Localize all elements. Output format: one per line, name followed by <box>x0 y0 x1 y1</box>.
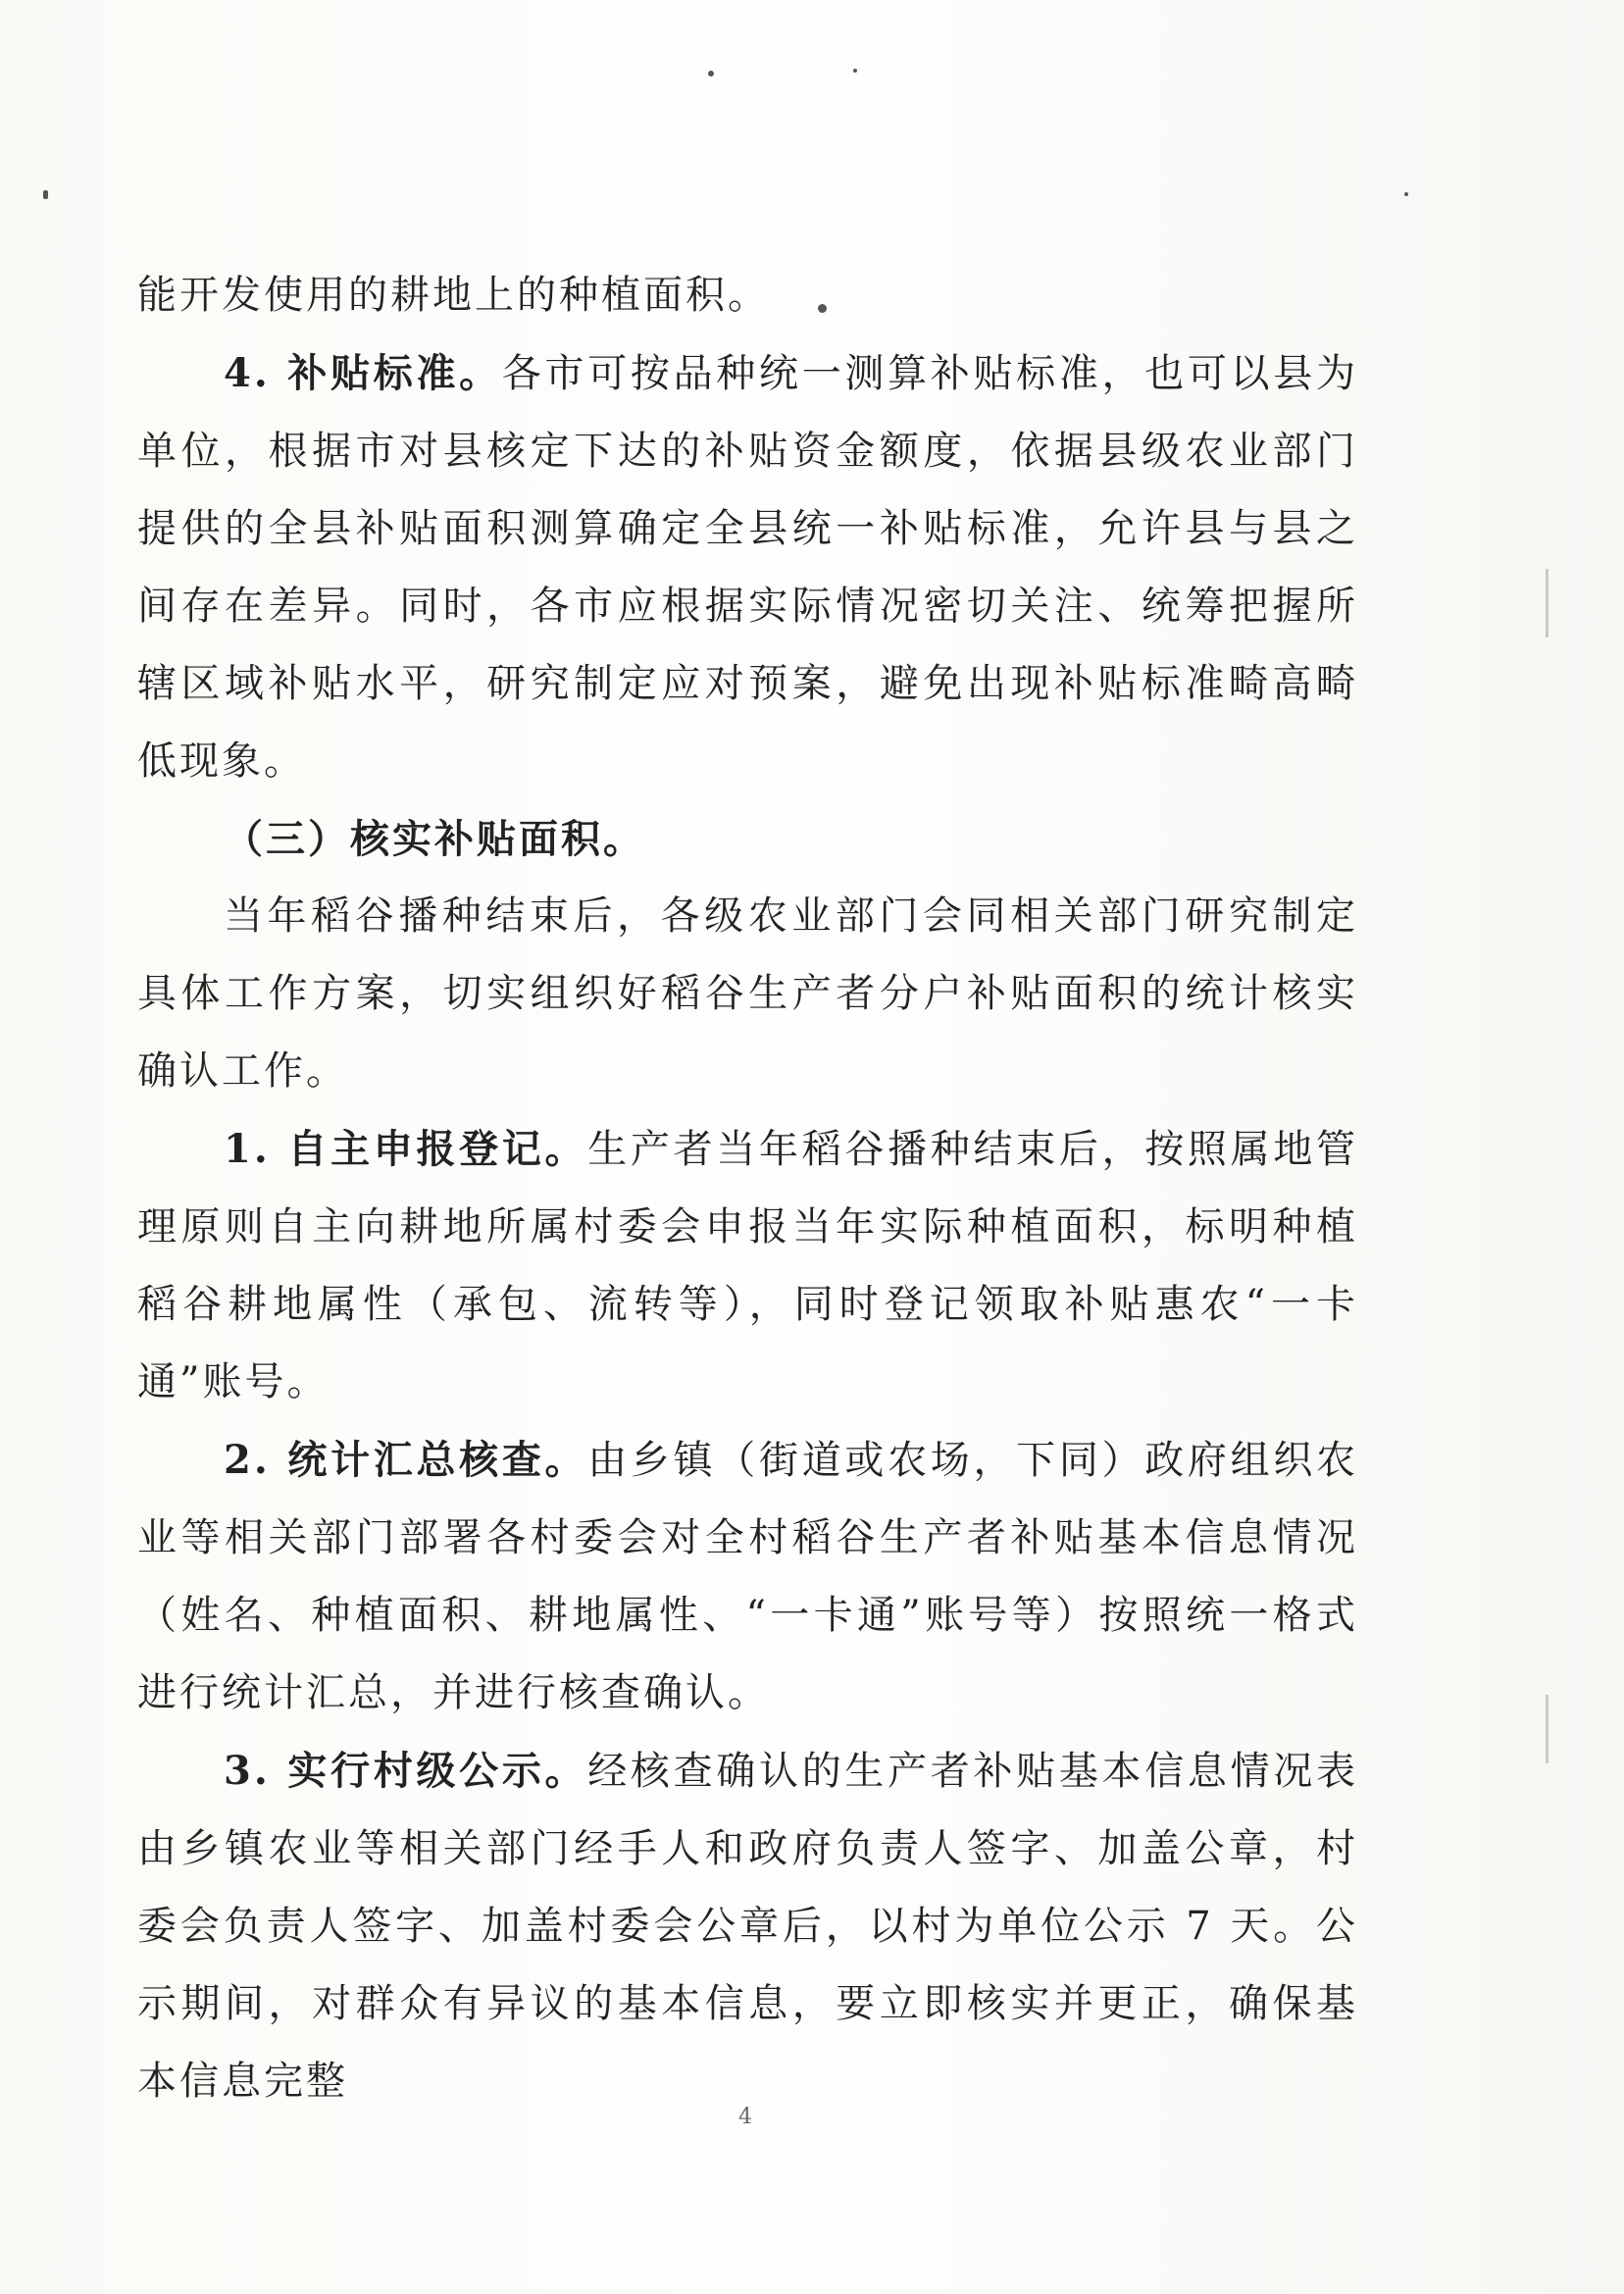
section-heading <box>137 800 1358 878</box>
heading-text: （三）核实补贴面积。 <box>224 816 645 862</box>
paragraph-statistics-check <box>137 1421 1358 1732</box>
scan-speck <box>43 190 48 199</box>
paragraph-text: 生产者当年稻谷播种结束后，按照属地管理原则自主向耕地所属村委会申报当年实际种植面积，标明种植稻谷耕地属性（承包、流转等），同时登记领取补贴惠农“一卡通”账号。 <box>137 1127 1359 1404</box>
scan-speck <box>853 69 857 73</box>
paragraph-text: 由乡镇（街道或农场，下同）政府组织农业等相关部门部署各村委会对全村稻谷生产者补贴基本信息情况（姓名、种植面积、耕地属性、“一卡通”账号等）按照统一格式进行统计汇总，并进行核查确认。 <box>137 1438 1359 1715</box>
paragraph-village-publicity <box>137 1732 1358 2120</box>
paragraph-subsidy-standard <box>137 334 1358 800</box>
paragraph-lead: 2. 统计汇总核查。 <box>224 1437 588 1483</box>
paragraph-lead: 3. 实行村级公示。 <box>224 1748 588 1794</box>
scan-speck <box>708 71 714 76</box>
scan-edge-mark <box>1546 1695 1548 1763</box>
paragraph-text: 经核查确认的生产者补贴基本信息情况表由乡镇农业等相关部门经手人和政府负责人签字、加盖公章，村委会负责人签字、加盖村委会公章后，以村为单位公示 7 天。公示期间，对群众有异议的基本信息，要立即核实并更正，确保基本信息完整 <box>137 1749 1359 2104</box>
paragraph-verify-area <box>137 878 1358 1110</box>
paragraph-self-declare <box>137 1110 1358 1421</box>
paragraph-text: 当年稻谷播种结束后，各级农业部门会同相关部门研究制定具体工作方案，切实组织好稻谷生产者分户补贴面积的统计核实确认工作。 <box>137 893 1358 1094</box>
scan-edge-mark <box>1546 569 1548 637</box>
scan-speck <box>1404 192 1408 196</box>
paragraph-text: 各市可按品种统一测算补贴标准，也可以县为单位，根据市对县核定下达的补贴资金额度，依据县级农业部门提供的全县补贴面积测算确定全县统一补贴标准，允许县与县之间存在差异。同时，各市应根据实际情况密切关注、统筹把握所辖区域补贴水平，研究制定应对预案，避免出现补贴标准畸高畸低现象。 <box>137 351 1359 784</box>
paragraph-lead: 1. 自主申报登记。 <box>224 1126 588 1172</box>
document-body <box>137 257 1358 2120</box>
paragraph-lead: 4. 补贴标准。 <box>224 350 502 396</box>
paragraph-continuation <box>137 257 1358 334</box>
paragraph-text: 能开发使用的耕地上的种植面积。 <box>137 273 770 318</box>
page-number: 4 <box>738 2105 752 2129</box>
